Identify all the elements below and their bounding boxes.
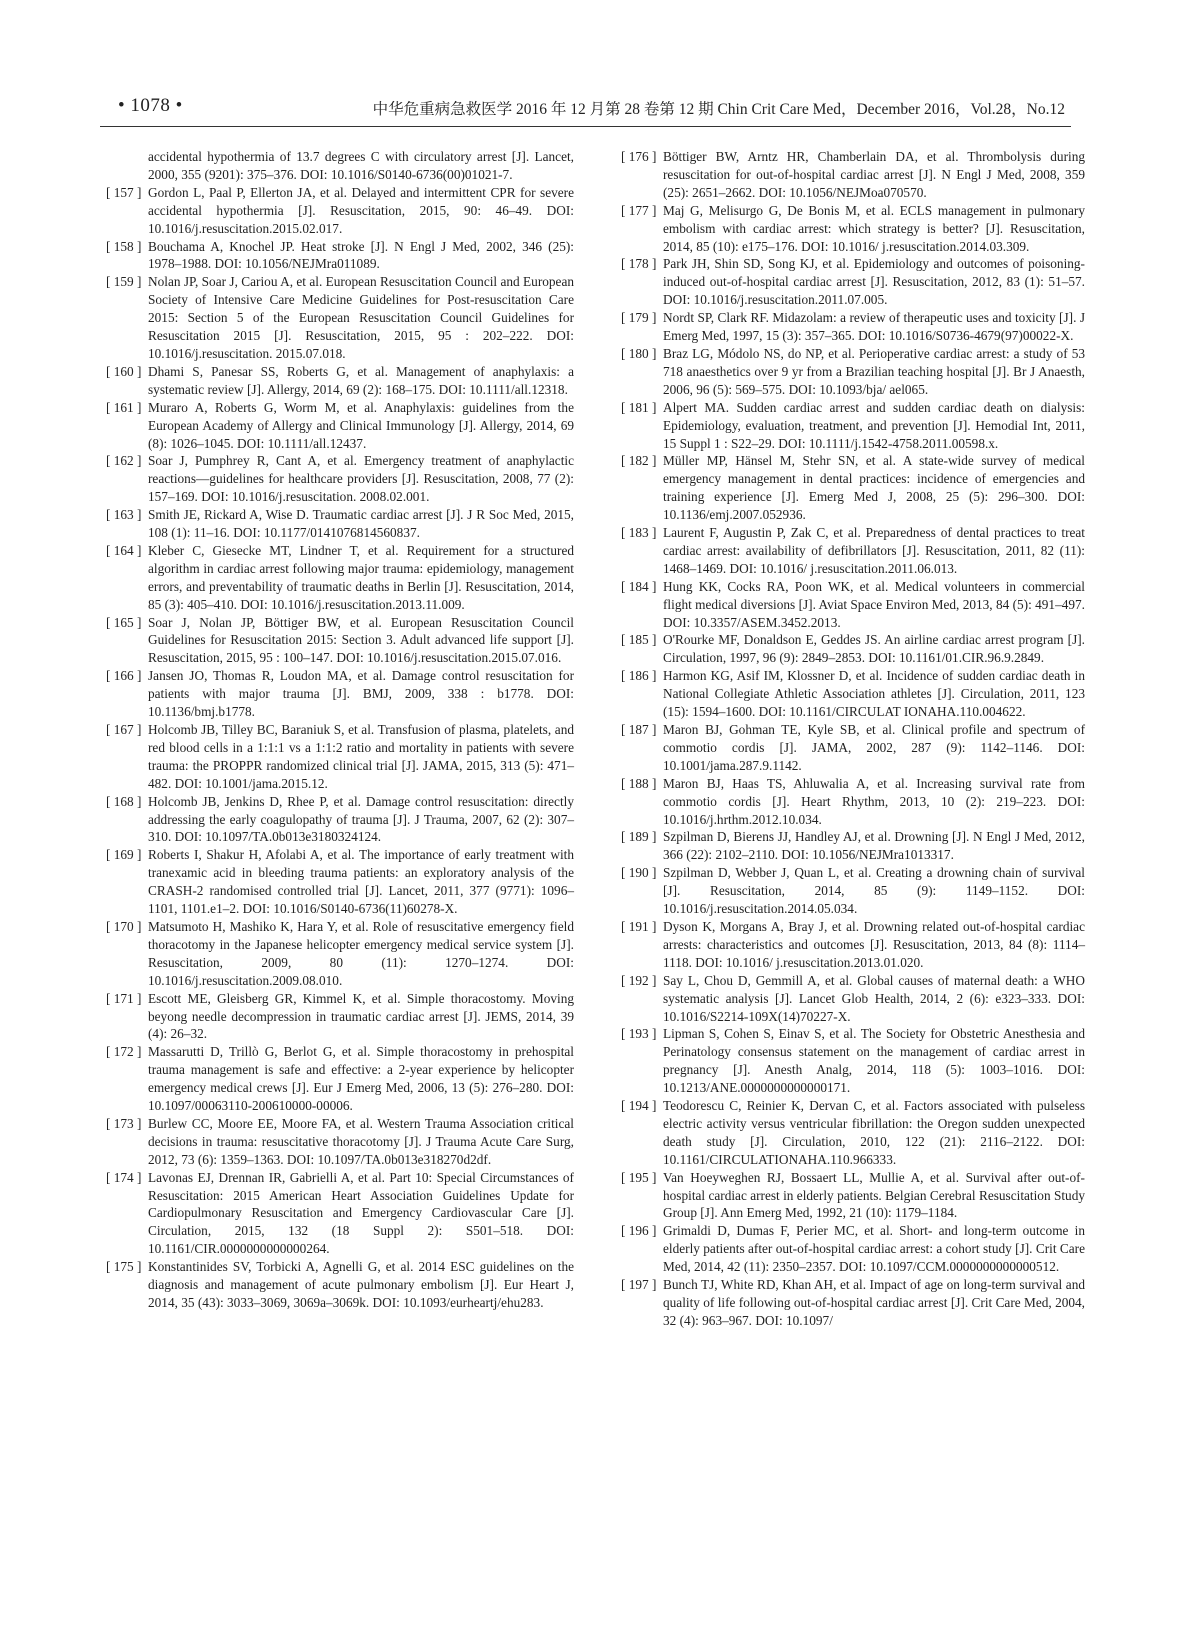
reference-number: [ 164 ] bbox=[106, 542, 142, 558]
reference-entry bbox=[621, 578, 1085, 632]
reference-number: [ 162 ] bbox=[106, 453, 142, 469]
reference-text: Szpilman D, Bierens JJ, Handley AJ, et al. Drowning [J]. N Engl J Med, 2012, 366 (22): 2102–2110. DOI: 10.1056/NEJMra1013317. bbox=[663, 829, 1085, 863]
page-header bbox=[100, 92, 1071, 127]
reference-text: Bouchama A, Knochel JP. Heat stroke [J]. N Engl J Med, 2002, 346 (25): 1978–1988. DOI: 10.1056/NEJMra011089. bbox=[148, 238, 574, 272]
reference-number: [ 185 ] bbox=[621, 632, 657, 648]
reference-text: Maron BJ, Gohman TE, Kyle SB, et al. Clinical profile and spectrum of commotio cordis [J]. JAMA, 2002, 287 (9): 1142–1146. DOI: 10.1001/jama.287.9.1142. bbox=[663, 722, 1085, 773]
reference-number: [ 182 ] bbox=[621, 453, 657, 469]
reference-entry bbox=[106, 667, 574, 721]
reference-text: Laurent F, Augustin P, Zak C, et al. Preparedness of dental practices to treat cardiac arrest: availability of defibrillators [J]. Resuscitation, 2011, 82 (11): 1468–1469. DOI: 10.1016/ j.resuscitation.2011.06.013. bbox=[663, 525, 1085, 576]
reference-number: [ 192 ] bbox=[621, 972, 657, 988]
reference-entry bbox=[106, 363, 574, 399]
reference-text: Maron BJ, Haas TS, Ahluwalia A, et al. Increasing survival rate from commotio cordis [J]. Heart Rhythm, 2013, 10 (2): 219–223. DOI: 10.1016/j.hrthm.2012.10.034. bbox=[663, 775, 1085, 827]
reference-entry bbox=[106, 399, 574, 453]
reference-entry bbox=[621, 918, 1085, 972]
reference-number: [ 176 ] bbox=[621, 149, 657, 164]
reference-number: [ 158 ] bbox=[106, 238, 142, 254]
reference-text: Harmon KG, Asif IM, Klossner D, et al. Incidence of sudden cardiac death in National Collegiate Athletic Association athletes [J]. Circulation, 2011, 123 (15): 1594–1600. DOI: 10.1161/CIRCULAT IONAHA.110.004622. bbox=[663, 668, 1085, 720]
reference-entry bbox=[106, 1258, 574, 1312]
reference-entry bbox=[106, 614, 574, 668]
reference-text: Braz LG, Módolo NS, do NP, et al. Perioperative cardiac arrest: a study of 53 718 anaesthetics over 9 yr from a Brazilian teaching hospital [J]. Br J Anaesth, 2006, 96 (5): 569–575. DOI: 10.1093/bja/ ael065. bbox=[663, 345, 1085, 397]
reference-entry bbox=[621, 399, 1085, 453]
reference-text: Müller MP, Hänsel M, Stehr SN, et al. A state-wide survey of medical emergency management in dental practices: incidence of emergencies and training experience [J]. Emerg Med J, 2008, 25 (5): 296–300. DOI: 10.1136/emj.2007.052936. bbox=[663, 453, 1085, 523]
reference-text: Soar J, Nolan JP, Böttiger BW, et al. European Resuscitation Council Guidelines for Resuscitation 2015: Section 3. Adult advanced life support [J]. Resuscitation, 2015, 95 : 100–147. DOI: 10.1016/j.resuscitation.2015.07.016. bbox=[148, 614, 574, 666]
reference-text: Bunch TJ, White RD, Khan AH, et al. Impact of age on long-term survival and quality of life following out-of-hospital cardiac arrest [J]. Crit Care Med, 2004, 32 (4): 963–967. DOI: 10.1097/ bbox=[663, 1277, 1085, 1328]
reference-number: [ 195 ] bbox=[621, 1169, 657, 1185]
reference-text: Dhami S, Panesar SS, Roberts G, et al. Management of anaphylaxis: a systematic review [J]. Allergy, 2014, 69 (2): 168–175. DOI: 10.1111/all.12318. bbox=[148, 363, 574, 397]
reference-number: [ 194 ] bbox=[621, 1098, 657, 1114]
reference-number: [ 168 ] bbox=[106, 793, 142, 809]
reference-text: Nolan JP, Soar J, Cariou A, et al. European Resuscitation Council and European Society of Intensive Care Medicine Guidelines for Post-resuscitation Care 2015: Section 5 of the European Resuscitation Council Guidelines for Resuscitation 2015 [J]. Resuscitation, 2015, 95 : 202–222. DOI: 10.1016/j.resuscitation. 2015.07.018. bbox=[148, 274, 574, 361]
reference-text: Escott ME, Gleisberg GR, Kimmel K, et al. Simple thoracostomy. Moving beyong needle decompression in traumatic cardiac arrest [J]. JEMS, 2014, 39 (4): 26–32. bbox=[148, 990, 574, 1042]
reference-entry bbox=[106, 184, 574, 238]
reference-number: [ 181 ] bbox=[621, 399, 657, 415]
reference-text: Matsumoto H, Mashiko K, Hara Y, et al. Role of resuscitative emergency field thoracotomy in the Japanese helicopter emergency medical service system [J]. Resuscitation, 2009, 80 (11): 1270–1274. DOI: 10.1016/j.resuscitation.2009.08.010. bbox=[148, 918, 574, 988]
reference-number: [ 160 ] bbox=[106, 363, 142, 379]
reference-text: Holcomb JB, Tilley BC, Baraniuk S, et al. Transfusion of plasma, platelets, and red blood cells in a 1:1:1 vs a 1:1:2 ratio and mortality in patients with severe trauma: the PROPPR randomized clinical trial [J]. JAMA, 2015, 313 (5): 471–482. DOI: 10.1001/jama.2015.12. bbox=[148, 722, 574, 791]
reference-number: [ 186 ] bbox=[621, 668, 657, 684]
reference-number: [ 196 ] bbox=[621, 1223, 657, 1239]
reference-number: [ 180 ] bbox=[621, 345, 657, 361]
reference-entry bbox=[621, 345, 1085, 399]
reference-number: [ 159 ] bbox=[106, 274, 142, 290]
reference-entry bbox=[621, 1222, 1085, 1276]
reference-number: [ 193 ] bbox=[621, 1026, 657, 1042]
reference-entry bbox=[106, 1115, 574, 1169]
reference-number: [ 171 ] bbox=[106, 990, 142, 1006]
reference-entry bbox=[621, 864, 1085, 918]
reference-entry bbox=[106, 506, 574, 542]
reference-entry bbox=[621, 524, 1085, 578]
reference-number: [ 178 ] bbox=[621, 256, 657, 272]
reference-entry bbox=[621, 972, 1085, 1026]
reference-number: [ 174 ] bbox=[106, 1169, 142, 1185]
reference-entry bbox=[621, 452, 1085, 524]
reference-entry bbox=[106, 542, 574, 614]
reference-text: Muraro A, Roberts G, Worm M, et al. Anaphylaxis: guidelines from the European Academy of Allergy and Clinical Immunology [J]. Allergy, 2014, 69 (8): 1026–1045. DOI: 10.1111/all.12437. bbox=[148, 399, 574, 451]
reference-text: Alpert MA. Sudden cardiac arrest and sudden cardiac death on dialysis: Epidemiology, evaluation, treatment, and prevention [J]. Hemodial Int, 2011, 15 Suppl 1 : S22–29. DOI: 10.1111/j.1542-4758.2011.00598.x. bbox=[663, 399, 1085, 451]
reference-text: Burlew CC, Moore EE, Moore FA, et al. Western Trauma Association critical decisions in trauma: resuscitative thoracotomy [J]. J Trauma Acute Care Surg, 2012, 73 (6): 1359–1363. DOI: 10.1097/TA.0b013e318270d2df. bbox=[148, 1115, 574, 1167]
page-number: • 1078 • bbox=[118, 95, 183, 116]
reference-text: Soar J, Pumphrey R, Cant A, et al. Emergency treatment of anaphylactic reactions—guidelines for healthcare providers [J]. Resuscitation, 2008, 77 (2): 157–169. DOI: 10.1016/j.resuscitation. 2008.02.001. bbox=[148, 453, 574, 505]
reference-number: [ 189 ] bbox=[621, 829, 657, 845]
reference-text: Roberts I, Shakur H, Afolabi A, et al. The importance of early treatment with tranexamic acid in bleeding trauma patients: an exploratory analysis of the CRASH-2 randomised controlled trial [J]. Lancet, 2011, 377 (9771): 1096–1101, 1101.e1–2. DOI: 10.1016/S0140-6736(11)60278-X. bbox=[148, 847, 574, 917]
reference-entry bbox=[621, 309, 1085, 345]
reference-entry bbox=[106, 793, 574, 847]
reference-entry bbox=[106, 273, 574, 363]
reference-text: Maj G, Melisurgo G, De Bonis M, et al. ECLS management in pulmonary embolism with cardiac arrest: which strategy is better? [J]. Resuscitation, 2014, 85 (10): e175–176. DOI: 10.1016/ j.resuscitation.2014.03.309. bbox=[663, 202, 1085, 254]
reference-number: [ 157 ] bbox=[106, 184, 142, 200]
reference-number: [ 166 ] bbox=[106, 668, 142, 684]
reference-text: Dyson K, Morgans A, Bray J, et al. Drowning related out-of-hospital cardiac arrests: characteristics and outcomes [J]. Resuscitation, 2013, 84 (8): 1114–1118. DOI: 10.1016/ j.resuscitation.2013.01.020. bbox=[663, 918, 1085, 970]
reference-entry bbox=[106, 148, 574, 184]
reference-column-right bbox=[621, 148, 1085, 1330]
reference-text: accidental hypothermia of 13.7 degrees C with circulatory arrest [J]. Lancet, 2000, 355 (9201): 375–376. DOI: 10.1016/S0140-6736(00)01021-7. bbox=[148, 149, 574, 182]
reference-entry bbox=[106, 1043, 574, 1115]
reference-number: [ 170 ] bbox=[106, 918, 142, 934]
reference-number: [ 191 ] bbox=[621, 918, 657, 934]
reference-entry bbox=[621, 721, 1085, 775]
reference-number: [ 190 ] bbox=[621, 865, 657, 881]
reference-number: [ 188 ] bbox=[621, 775, 657, 791]
reference-number: [ 177 ] bbox=[621, 202, 657, 218]
reference-text: Gordon L, Paal P, Ellerton JA, et al. Delayed and intermittent CPR for severe accidental hypothermia [J]. Resuscitation, 2015, 90: 46–49. DOI: 10.1016/j.resuscitation.2015.02.017. bbox=[148, 184, 574, 236]
reference-text: Teodorescu C, Reinier K, Dervan C, et al. Factors associated with pulseless electric activity versus ventricular fibrillation: the Oregon sudden unexpected death study [J]. Circulation, 2010, 122 (21): 2116–2122. DOI: 10.1161/CIRCULATIONAHA.110.966333. bbox=[663, 1098, 1085, 1167]
reference-entry bbox=[106, 721, 574, 793]
reference-text: Lipman S, Cohen S, Einav S, et al. The Society for Obstetric Anesthesia and Perinatology consensus statement on the management of cardiac arrest in pregnancy [J]. Anesth Analg, 2014, 118 (5): 1003–1016. DOI: 10.1213/ANE.0000000000000171. bbox=[663, 1026, 1085, 1096]
reference-number: [ 173 ] bbox=[106, 1115, 142, 1131]
reference-number: [ 169 ] bbox=[106, 847, 142, 863]
reference-number: [ 183 ] bbox=[621, 525, 657, 541]
reference-text: Holcomb JB, Jenkins D, Rhee P, et al. Damage control resuscitation: directly addressing the early coagulopathy of trauma [J]. J Trauma, 2007, 62 (2): 307–310. DOI: 10.1097/TA.0b013e3180324124. bbox=[148, 793, 574, 845]
reference-text: Grimaldi D, Dumas F, Perier MC, et al. Short- and long-term outcome in elderly patients after out-of-hospital cardiac arrest: a cohort study [J]. Crit Care Med, 2014, 42 (11): 2350–2357. DOI: 10.1097/CCM.0000000000000512. bbox=[663, 1223, 1085, 1275]
reference-number: [ 187 ] bbox=[621, 722, 657, 737]
reference-entry bbox=[621, 1169, 1085, 1223]
reference-number: [ 165 ] bbox=[106, 614, 142, 630]
reference-entry bbox=[621, 255, 1085, 309]
reference-number: [ 175 ] bbox=[106, 1259, 142, 1275]
reference-text: Park JH, Shin SD, Song KJ, et al. Epidemiology and outcomes of poisoning-induced out-of-hospital cardiac arrest [J]. Resuscitation, 2012, 83 (1): 51–57. DOI: 10.1016/j.resuscitation.2011.07.005. bbox=[663, 256, 1085, 308]
reference-number: [ 161 ] bbox=[106, 399, 142, 415]
reference-number: [ 172 ] bbox=[106, 1044, 142, 1060]
reference-text: Hung KK, Cocks RA, Poon WK, et al. Medical volunteers in commercial flight medical diversions [J]. Aviat Space Environ Med, 2013, 84 (5): 491–497. DOI: 10.3357/ASEM.3452.2013. bbox=[663, 578, 1085, 630]
reference-text: Kleber C, Giesecke MT, Lindner T, et al. Requirement for a structured algorithm in cardiac arrest following major trauma: epidemiology, management errors, and preventability of traumatic deaths in Berlin [J]. Resuscitation, 2014, 85 (3): 405–410. DOI: 10.1016/j.resuscitation.2013.11.009. bbox=[148, 542, 574, 612]
reference-text: Böttiger BW, Arntz HR, Chamberlain DA, et al. Thrombolysis during resuscitation for out-of-hospital cardiac arrest [J]. N Engl J Med, 2008, 359 (25): 2651–2662. DOI: 10.1056/NEJMoa070570. bbox=[663, 149, 1085, 200]
reference-entry bbox=[106, 990, 574, 1044]
reference-entry bbox=[621, 828, 1085, 864]
reference-text: Massarutti D, Trillò G, Berlot G, et al. Simple thoracostomy in prehospital trauma management is safe and effective: a 2-year experience by helicopter emergency medical crews [J]. Eur J Emerg Med, 2006, 13 (5): 276–280. DOI: 10.1097/00063110-200610000-00006. bbox=[148, 1044, 574, 1114]
reference-text: Nordt SP, Clark RF. Midazolam: a review of therapeutic uses and toxicity [J]. J Emerg Med, 1997, 15 (3): 357–365. DOI: 10.1016/S0736-4679(97)00022-X. bbox=[663, 310, 1085, 344]
reference-text: Say L, Chou D, Gemmill A, et al. Global causes of maternal death: a WHO systematic analysis [J]. Lancet Glob Health, 2014, 2 (6): e323–333. DOI: 10.1016/S2214-109X(14)70227-X. bbox=[663, 972, 1085, 1024]
reference-text: Van Hoeyweghen RJ, Bossaert LL, Mullie A, et al. Survival after out-of-hospital cardiac arrest in elderly patients. Belgian Cerebral Resuscitation Study Group [J]. Ann Emerg Med, 1992, 21 (10): 1179–1184. bbox=[663, 1169, 1085, 1221]
reference-entry bbox=[106, 846, 574, 918]
reference-text: Konstantinides SV, Torbicki A, Agnelli G, et al. 2014 ESC guidelines on the diagnosis and management of acute pulmonary embolism [J]. Eur Heart J, 2014, 35 (43): 3033–3069, 3069a–3069k. DOI: 10.1093/eurheartj/ehu283. bbox=[148, 1259, 574, 1310]
reference-number: [ 163 ] bbox=[106, 507, 142, 523]
reference-text: Lavonas EJ, Drennan IR, Gabrielli A, et al. Part 10: Special Circumstances of Resuscitation: 2015 American Heart Association Guidelines Update for Cardiopulmonary Resuscitation and Emergency Cardiovascular Care [J]. Circulation, 2015, 132 (18 Suppl 2): S501–518. DOI: 10.1161/CIR.0000000000000264. bbox=[148, 1169, 574, 1257]
reference-text: Jansen JO, Thomas R, Loudon MA, et al. Damage control resuscitation for patients with major trauma [J]. BMJ, 2009, 338 : b1778. DOI: 10.1136/bmj.b1778. bbox=[148, 668, 574, 720]
journal-citation: 中华危重病急救医学 2016 年 12 月第 28 卷第 12 期 Chin Crit Care Med，December 2016，Vol.28，No.12 bbox=[372, 101, 1065, 118]
reference-entry bbox=[106, 238, 574, 274]
reference-entry bbox=[621, 1276, 1085, 1330]
reference-entry bbox=[621, 1097, 1085, 1169]
reference-entry bbox=[621, 667, 1085, 721]
reference-entry bbox=[621, 631, 1085, 667]
reference-text: Szpilman D, Webber J, Quan L, et al. Creating a drowning chain of survival [J]. Resuscitation, 2014, 85 (9): 1149–1152. DOI: 10.1016/j.resuscitation.2014.05.034. bbox=[663, 865, 1085, 917]
reference-text: O'Rourke MF, Donaldson E, Geddes JS. An airline cardiac arrest program [J]. Circulation, 1997, 96 (9): 2849–2853. DOI: 10.1161/01.CIR.96.9.2849. bbox=[663, 632, 1085, 666]
reference-entry bbox=[621, 202, 1085, 256]
reference-text: Smith JE, Rickard A, Wise D. Traumatic cardiac arrest [J]. J R Soc Med, 2015, 108 (1): 11–16. DOI: 10.1177/0141076814560837. bbox=[148, 507, 574, 541]
reference-column-left bbox=[106, 148, 574, 1312]
reference-entry bbox=[621, 775, 1085, 829]
reference-entry bbox=[621, 1025, 1085, 1097]
reference-entry bbox=[106, 452, 574, 506]
reference-number: [ 197 ] bbox=[621, 1277, 657, 1293]
reference-entry bbox=[106, 1169, 574, 1259]
reference-number: [ 184 ] bbox=[621, 578, 657, 594]
reference-entry bbox=[106, 918, 574, 990]
reference-number: [ 167 ] bbox=[106, 722, 142, 737]
reference-entry bbox=[621, 148, 1085, 202]
reference-number: [ 179 ] bbox=[621, 310, 657, 326]
